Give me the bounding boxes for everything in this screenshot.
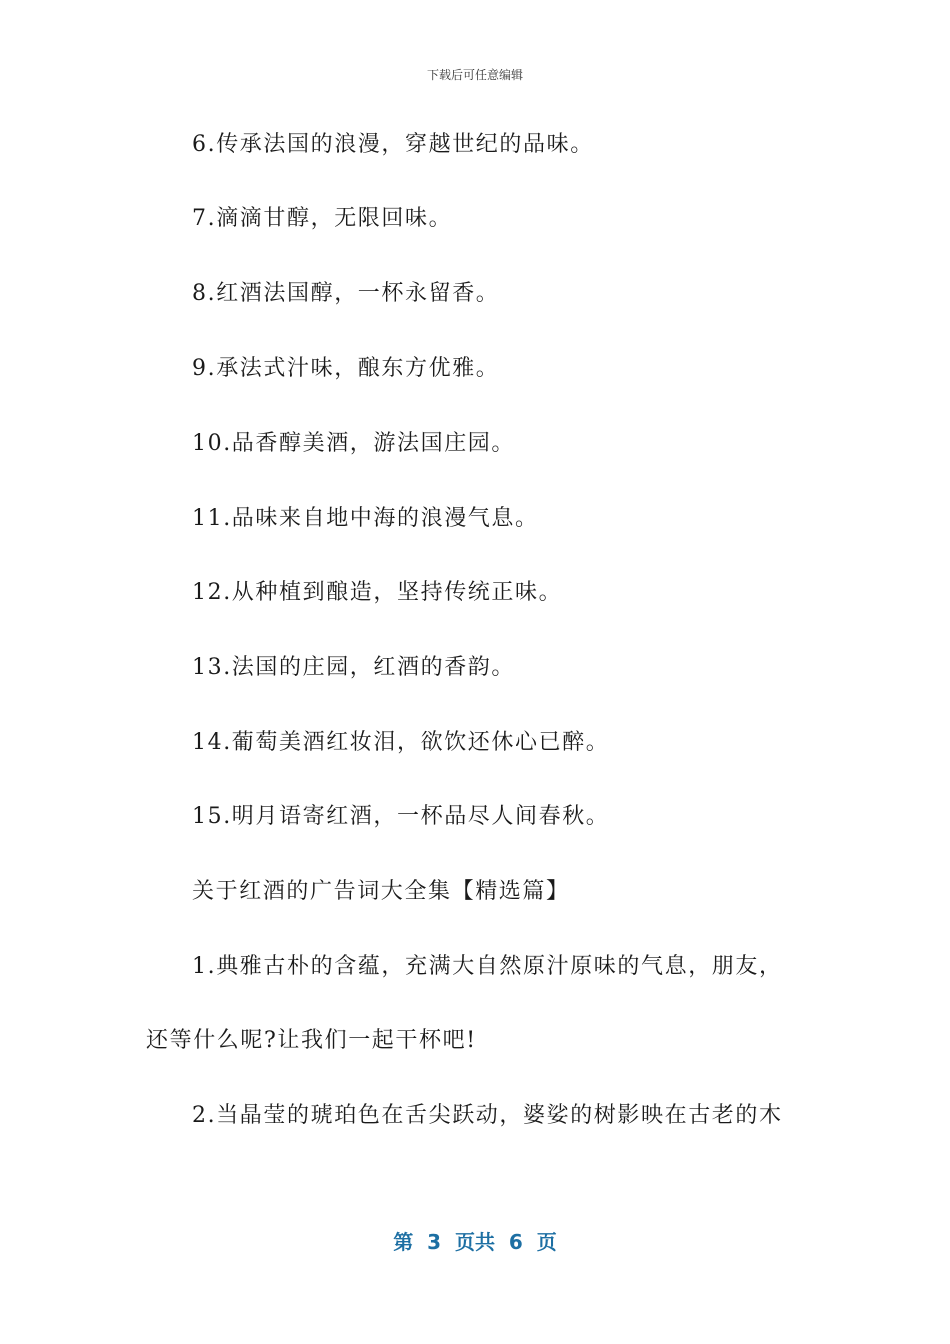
text-line: 14.葡萄美酒红妆泪，欲饮还休心已醉。 xyxy=(192,730,610,755)
text-line: 12.从种植到酿造，坚持传统正味。 xyxy=(192,580,563,605)
section-heading: 关于红酒的广告词大全集【精选篇】 xyxy=(192,879,570,904)
header-note: 下载后可任意编辑 xyxy=(426,68,523,82)
text-line: 7.滴滴甘醇，无限回味。 xyxy=(192,206,453,231)
text-line: 1.典雅古朴的含蕴，充满大自然原汁原味的气息，朋友， xyxy=(192,954,783,979)
text-line: 2.当晶莹的琥珀色在舌尖跃动，婆娑的树影映在古老的木 xyxy=(192,1103,783,1128)
text-line: 13.法国的庄园，红酒的香韵。 xyxy=(192,655,515,680)
text-line: 还等什么呢?让我们一起干杯吧! xyxy=(146,1028,477,1053)
text-line: 6.传承法国的浪漫，穿越世纪的品味。 xyxy=(192,132,594,157)
text-line: 10.品香醇美酒，游法国庄园。 xyxy=(192,431,515,456)
text-line: 11.品味来自地中海的浪漫气息。 xyxy=(192,506,539,531)
text-line: 9.承法式汁味，酿东方优雅。 xyxy=(192,356,500,381)
text-line: 8.红酒法国醇，一杯永留香。 xyxy=(192,281,500,306)
page-number: 第 3 页共 6 页 xyxy=(393,1230,557,1254)
text-line: 15.明月语寄红酒，一杯品尽人间春秋。 xyxy=(192,804,610,829)
